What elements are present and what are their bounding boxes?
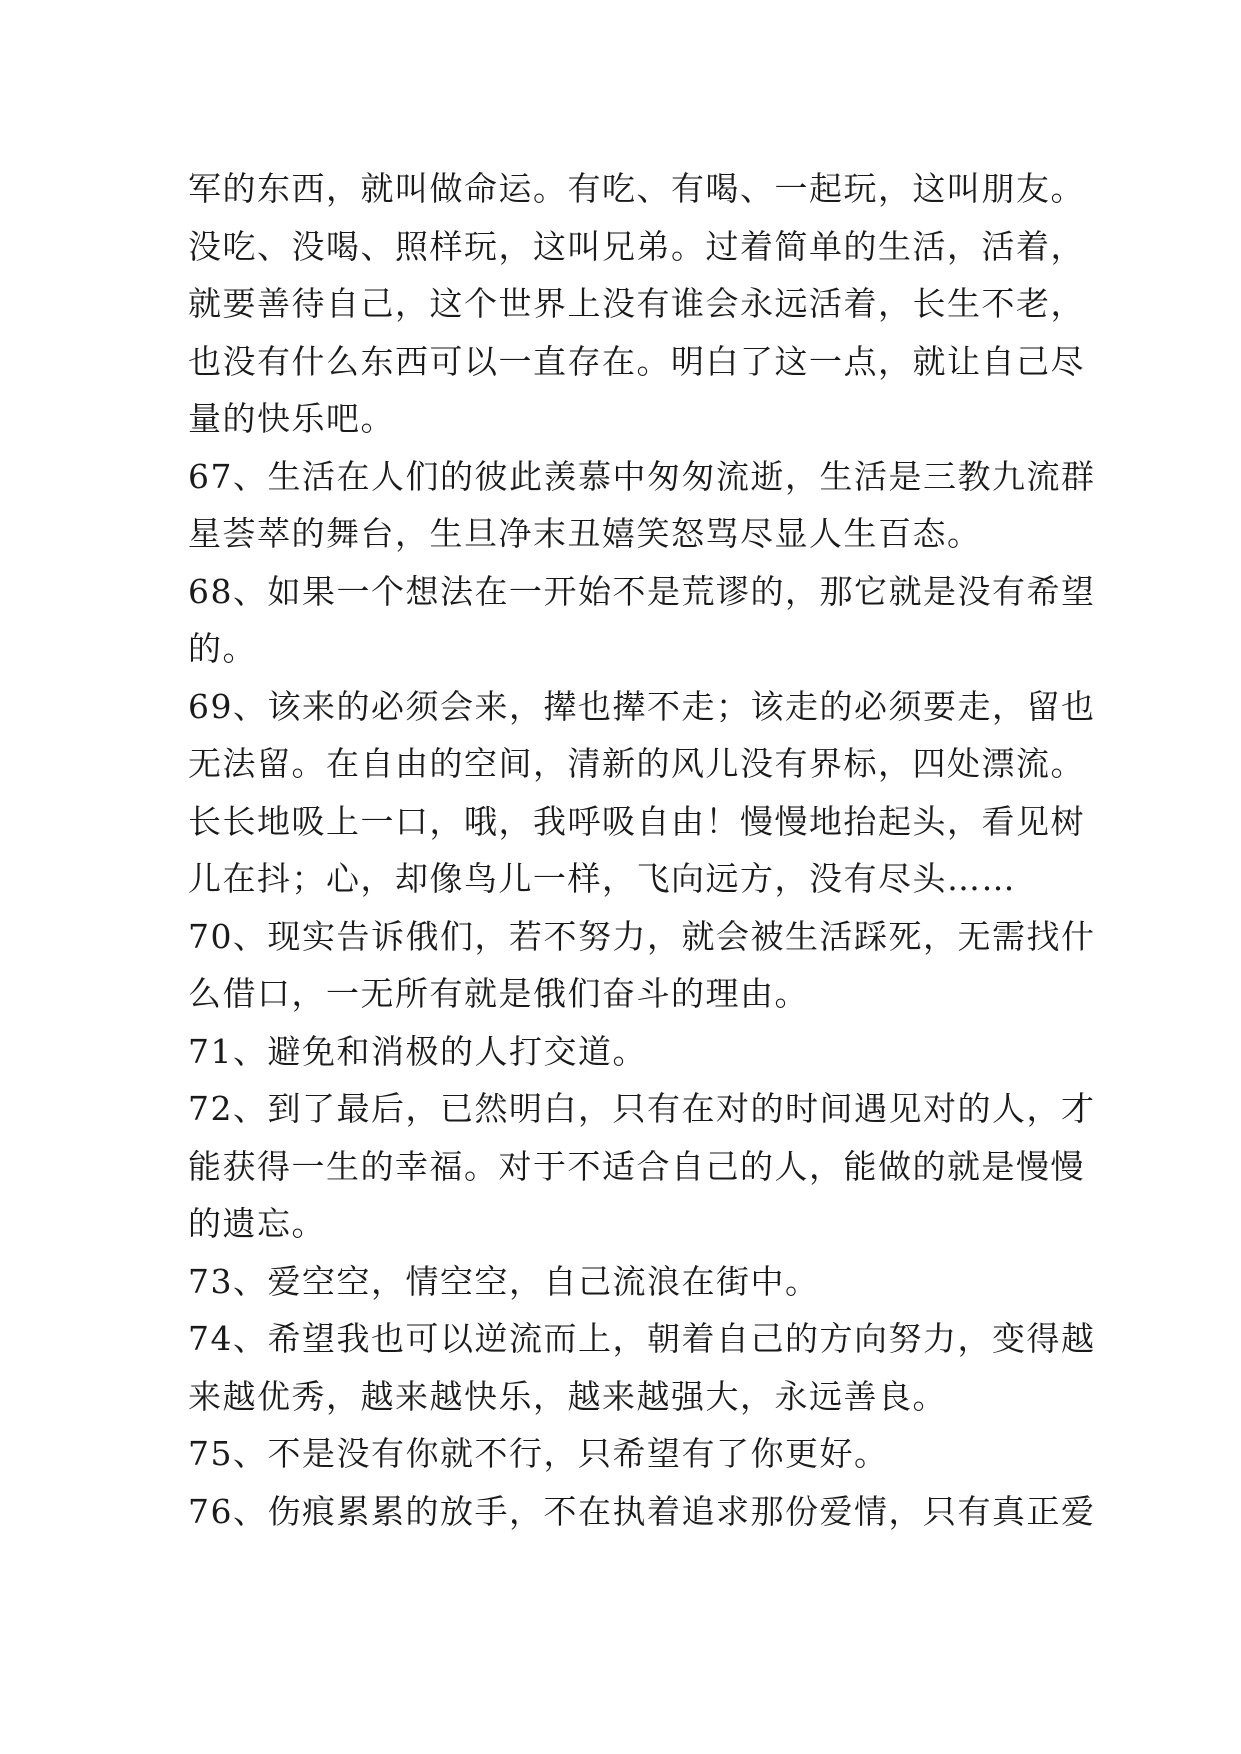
text-line: 67、生活在人们的彼此羡慕中匆匆流逝，生活是三教九流群 — [188, 456, 1096, 496]
text-line: 75、不是没有你就不行，只希望有了你更好。 — [188, 1434, 889, 1473]
text-line: 也没有什么东西可以一直存在。明白了这一点，就让自己尽 — [188, 341, 1085, 381]
text-line: 来越优秀，越来越快乐，越来越强大，永远善良。 — [188, 1376, 947, 1416]
text-line: 军的东西，就叫做命运。有吃、有喝、一起玩，这叫朋友。 — [188, 169, 1085, 208]
text-line: 69、该来的必须会来，撵也撵不走；该走的必须要走，留也 — [188, 686, 1096, 726]
text-line: 量的快乐吧。 — [188, 399, 395, 438]
text-line: 就要善待自己，这个世界上没有谁会永远活着，长生不老， — [188, 284, 1085, 323]
text-line: 的。 — [188, 629, 257, 668]
text-line: 76、伤痕累累的放手，不在执着追求那份爱情，只有真正爱 — [188, 1491, 1096, 1531]
text-line: 长长地吸上一口，哦，我呼吸自由！慢慢地抬起头，看见树 — [188, 801, 1085, 841]
text-line: 能获得一生的幸福。对于不适合自己的人，能做的就是慢慢 — [188, 1146, 1085, 1186]
text-line: 70、现实告诉俄们，若不努力，就会被生活踩死，无需找什 — [188, 916, 1096, 956]
text-line: 的遗忘。 — [188, 1204, 326, 1243]
text-line: 没吃、没喝、照样玩，这叫兄弟。过着简单的生活，活着， — [188, 226, 1085, 266]
text-line: 么借口，一无所有就是俄们奋斗的理由。 — [188, 974, 809, 1013]
text-line: 儿在抖；心，却像鸟儿一样，飞向远方，没有尽头…… — [188, 859, 1016, 898]
text-line: 星荟萃的舞台，生旦净末丑嬉笑怒骂尽显人生百态。 — [188, 514, 982, 553]
text-line: 72、到了最后，已然明白，只有在对的时间遇见对的人，才 — [188, 1089, 1096, 1128]
text-line: 68、如果一个想法在一开始不是荒谬的，那它就是没有希望 — [188, 571, 1096, 611]
text-line: 71、避免和消极的人打交道。 — [188, 1031, 647, 1071]
document-body — [188, 160, 1096, 1540]
text-line: 74、希望我也可以逆流而上，朝着自己的方向努力，变得越 — [188, 1319, 1096, 1358]
text-line: 73、爱空空，情空空，自己流浪在街中。 — [188, 1261, 820, 1301]
text-line: 无法留。在自由的空间，清新的风儿没有界标，四处漂流。 — [188, 744, 1085, 783]
